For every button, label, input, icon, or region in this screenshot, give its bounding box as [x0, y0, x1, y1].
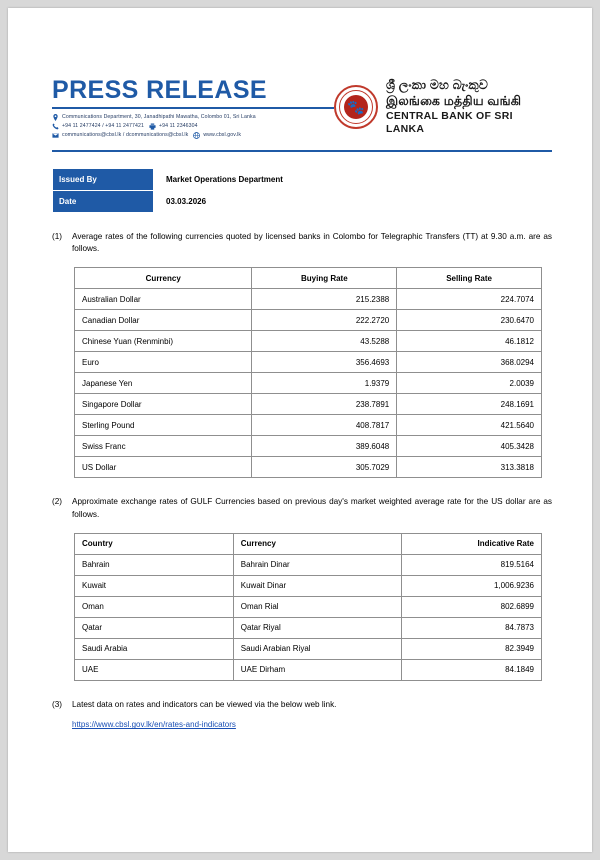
cell-selling: 368.0294 — [397, 352, 542, 373]
cell-buying: 43.5288 — [252, 331, 397, 352]
email-icon — [52, 132, 59, 139]
bank-name-tamil: இலங்கை மத்திய வங்கி — [386, 93, 522, 108]
table-row — [75, 415, 542, 436]
cell-currency: Kuwait Dinar — [233, 575, 401, 596]
table-row — [75, 554, 542, 575]
cell-country: Kuwait — [75, 575, 234, 596]
section-2-number: (2) — [52, 497, 63, 507]
table-row — [75, 352, 542, 373]
cell-currency: Euro — [75, 352, 252, 373]
table-row — [75, 659, 542, 680]
cell-currency: Saudi Arabian Riyal — [233, 638, 401, 659]
cell-buying: 215.2388 — [252, 289, 397, 310]
bank-name-english: CENTRAL BANK OF SRI LANKA — [386, 110, 513, 136]
table-header-row — [75, 533, 542, 554]
cell-currency: UAE Dirham — [233, 659, 401, 680]
table-row — [75, 331, 542, 352]
issued-by-label: Issued By — [53, 168, 154, 190]
section-2-text: Approximate exchange rates of GULF Currencies based on previous day's market weighted average rate for the US dollar are as follows. — [72, 497, 552, 519]
cell-selling: 46.1812 — [397, 331, 542, 352]
date-label: Date — [53, 190, 154, 212]
cell-selling: 313.3818 — [397, 457, 542, 478]
fax-icon — [149, 123, 156, 130]
table-row — [75, 436, 542, 457]
document-page — [8, 8, 592, 852]
document-header — [52, 78, 552, 140]
contact-web-text: www.cbsl.gov.lk — [203, 132, 242, 139]
header-divider — [52, 150, 552, 152]
cell-buying: 222.2720 — [252, 310, 397, 331]
web-link-row — [52, 714, 552, 732]
contact-phone-2: +94 11 2346304 — [158, 123, 198, 130]
press-release-masthead — [52, 78, 334, 140]
contact-email-text: communications@cbsl.lk / dcommunications@cbsl.lk — [62, 132, 189, 139]
table-row — [75, 617, 542, 638]
cell-currency: Canadian Dollar — [75, 310, 252, 331]
cell-currency: Japanese Yen — [75, 373, 252, 394]
cell-buying: 389.6048 — [252, 436, 397, 457]
cell-indicative-rate: 82.3949 — [401, 638, 541, 659]
cell-currency: Swiss Franc — [75, 436, 252, 457]
tt-rates-table — [74, 267, 542, 478]
press-release-title: PRESS RELEASE — [52, 76, 267, 104]
bank-name-block — [386, 78, 552, 137]
cell-currency: Oman Rial — [233, 596, 401, 617]
cell-selling: 224.7074 — [397, 289, 542, 310]
table-row — [75, 310, 542, 331]
th-country: Country — [75, 533, 234, 554]
table-row — [75, 373, 542, 394]
cell-buying: 356.4693 — [252, 352, 397, 373]
th-selling-rate: Selling Rate — [397, 268, 542, 289]
cell-currency: Australian Dollar — [75, 289, 252, 310]
section-1-text: Average rates of the following currencies quoted by licensed banks in Colombo for Telegraphic Transfers (TT) at 9.30 a.m. are as follows. — [72, 231, 552, 254]
section-3-text: Latest data on rates and indicators can be viewed via the below web link. — [72, 699, 337, 709]
section-1-paragraph — [52, 231, 552, 256]
cell-currency: US Dollar — [75, 457, 252, 478]
table-row — [75, 457, 542, 478]
table-row — [75, 638, 542, 659]
emblem-lion-icon: 🐾 — [347, 99, 365, 116]
cell-currency: Bahrain Dinar — [233, 554, 401, 575]
issue-metadata-table — [52, 168, 552, 213]
cbsl-emblem-icon — [334, 85, 378, 129]
section-3-paragraph — [52, 699, 552, 712]
issued-by-value: Market Operations Department — [166, 174, 283, 184]
cell-indicative-rate: 84.1849 — [401, 659, 541, 680]
gulf-rates-table — [74, 533, 542, 681]
contact-address-text: Communications Department, 30, Janadhipathi Mawatha, Colombo 01, Sri Lanka — [62, 114, 256, 120]
tt-rates-table-wrap — [52, 267, 552, 478]
cell-currency: Chinese Yuan (Renminbi) — [75, 331, 252, 352]
central-bank-logo — [334, 78, 552, 137]
cell-country: Saudi Arabia — [75, 638, 234, 659]
contact-phone-1: +94 11 2477424 / +94 11 2477421 — [62, 123, 144, 130]
cell-indicative-rate: 819.5164 — [401, 554, 541, 575]
section-2-paragraph — [52, 496, 552, 521]
cell-currency: Qatar Riyal — [233, 617, 401, 638]
contact-email-web-line — [52, 131, 334, 139]
section-1-number: (1) — [52, 231, 63, 241]
date-row — [53, 190, 552, 212]
masthead-divider — [52, 107, 334, 109]
section-3-number: (3) — [52, 699, 63, 709]
cell-selling: 405.3428 — [397, 436, 542, 457]
issued-by-row — [53, 168, 552, 190]
cell-buying: 305.7029 — [252, 457, 397, 478]
phone-icon — [52, 123, 59, 130]
gulf-rates-table-wrap — [52, 533, 552, 681]
cell-buying: 1.9379 — [252, 373, 397, 394]
cell-buying: 238.7891 — [252, 394, 397, 415]
table-header-row — [75, 268, 542, 289]
table-row — [75, 596, 542, 617]
contact-address-line — [52, 113, 334, 121]
table-row — [75, 575, 542, 596]
cell-currency: Sterling Pound — [75, 415, 252, 436]
cell-currency: Singapore Dollar — [75, 394, 252, 415]
contact-phone-line — [52, 122, 334, 130]
cell-country: Bahrain — [75, 554, 234, 575]
cell-country: UAE — [75, 659, 234, 680]
cell-selling: 248.1691 — [397, 394, 542, 415]
bank-name-sinhala: ශ්‍රී ලංකා මහ බැංකුව — [386, 78, 489, 92]
th-currency: Currency — [233, 533, 401, 554]
cell-indicative-rate: 1,006.9236 — [401, 575, 541, 596]
th-indicative-rate: Indicative Rate — [401, 533, 541, 554]
cell-country: Qatar — [75, 617, 234, 638]
rates-and-indicators-link[interactable]: https://www.cbsl.gov.lk/en/rates-and-indicators — [72, 720, 236, 730]
location-pin-icon — [52, 114, 59, 121]
document-content — [52, 78, 552, 732]
cell-selling: 421.5640 — [397, 415, 542, 436]
cell-indicative-rate: 802.6899 — [401, 596, 541, 617]
th-currency: Currency — [75, 268, 252, 289]
table-row — [75, 289, 542, 310]
cell-selling: 230.6470 — [397, 310, 542, 331]
th-buying-rate: Buying Rate — [252, 268, 397, 289]
cell-selling: 2.0039 — [397, 373, 542, 394]
globe-icon — [193, 132, 200, 139]
cell-indicative-rate: 84.7873 — [401, 617, 541, 638]
date-value: 03.03.2026 — [166, 196, 207, 206]
cell-buying: 408.7817 — [252, 415, 397, 436]
cell-country: Oman — [75, 596, 234, 617]
table-row — [75, 394, 542, 415]
